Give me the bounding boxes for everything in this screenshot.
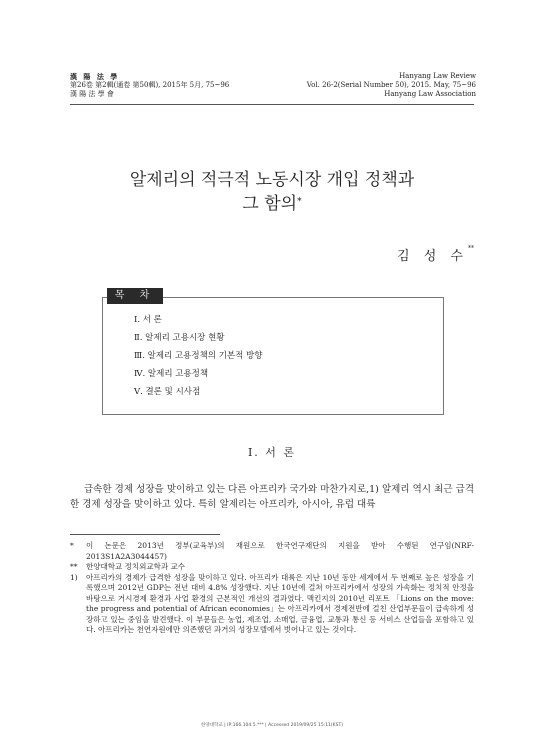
section-heading: Ⅰ. 서 론 xyxy=(247,446,297,459)
title-footnote-mark: * xyxy=(297,197,302,207)
author-name: 김 성 수 xyxy=(397,249,468,264)
footnote-rule xyxy=(70,534,220,535)
title-line-1: 알제리의 적극적 노동시장 개입 정책과 xyxy=(129,170,415,190)
footnote-mark: * xyxy=(70,541,74,550)
header-rule xyxy=(70,104,474,105)
body-text xyxy=(70,482,474,512)
journal-issue: 第26卷 第2輯(通卷 第50輯), 2015年 5月, 75~96 xyxy=(70,81,230,89)
journal-header-left xyxy=(70,72,229,99)
author-footnote-mark: ** xyxy=(468,245,474,252)
footnote xyxy=(70,562,474,573)
journal-name-en: Hanyang Law Review xyxy=(399,72,476,80)
title-line-2: 그 함의* xyxy=(242,194,302,214)
footnote-text: 이 논문은 2013년 정부(교육부)의 재원으로 한국연구재단의 지원을 받아 수행된 연구임(NRF-2013S1A2A3044457) xyxy=(86,541,474,561)
paragraph: 급속한 경제 성장을 맞이하고 있는 다른 아프리카 국가와 마찬가지로,1) 알제리 역시 최근 급격한 경제 성장을 맞이하고 있다. 특히 알제리는 아프리카, 아시아, 유럽 대륙 xyxy=(70,484,474,510)
journal-publisher-en: Hanyang Law Association xyxy=(384,90,476,98)
access-footer: 한양대학교 | IP:166.104.5.*** | Accessed 2019/09/25 15:11(KST) xyxy=(201,723,343,728)
footnotes xyxy=(70,541,474,636)
journal-issue-en: Vol. 26-2(Serial Number 50), 2015. May, 75~96 xyxy=(306,81,476,89)
footnote xyxy=(70,573,474,636)
footnote-text: 아프리카의 경제가 급격한 성장을 맞이하고 있다. 아프리카 대륙은 지난 10년 동안 세계에서 두 번째로 높은 성장을 기록했으며 2012년 GDP는 전년 대비 4.8% 성장했다. 지난 10년에 걸쳐 아프리카에서 성장의 가속화는 정치적 안정을 바탕으로 거시경제 환경과 사업 환경의 근본적인 개선의 결과였다. 맥킨지의 2010년 리포트 「Lions on the move: the progress and potential of African economies」는 아프리카에서 경제전반에 걸친 산업부문들이 급속하게 성장하고 있는 중임을 발견했다. 이 부문들은 농업, 제조업, 소매업, 금융업, 교통과 통신 등 서비스 산업들을 포함하고 있다. 아프리카는 천연자원에만 의존했던 과거의 성장모델에서 벗어나고 있는 것이다. xyxy=(86,572,474,634)
toc-item: Ⅱ. 알제리 고용시장 현황 xyxy=(134,333,225,343)
journal-name: 漢 陽 法 學 xyxy=(70,72,120,81)
toc-item: Ⅳ. 알제리 고용정책 xyxy=(134,369,209,379)
toc-item: Ⅰ. 서 론 xyxy=(134,315,162,325)
footnote-text: 한양대학교 정치외교학과 교수 xyxy=(86,562,185,571)
toc-label: 목 차 xyxy=(107,288,163,304)
footnote-mark: 1) xyxy=(70,572,78,582)
author xyxy=(397,245,474,264)
toc-item: Ⅲ. 알제리 고용정책의 기본적 방향 xyxy=(134,351,263,361)
paper-title xyxy=(0,168,544,216)
journal-header-right xyxy=(307,72,476,99)
journal-publisher: 漢 陽 法 學 會 xyxy=(70,90,114,98)
footnote-mark: ** xyxy=(70,562,78,571)
toc-item: Ⅴ. 결론 및 시사점 xyxy=(134,387,201,397)
footnote xyxy=(70,541,474,562)
